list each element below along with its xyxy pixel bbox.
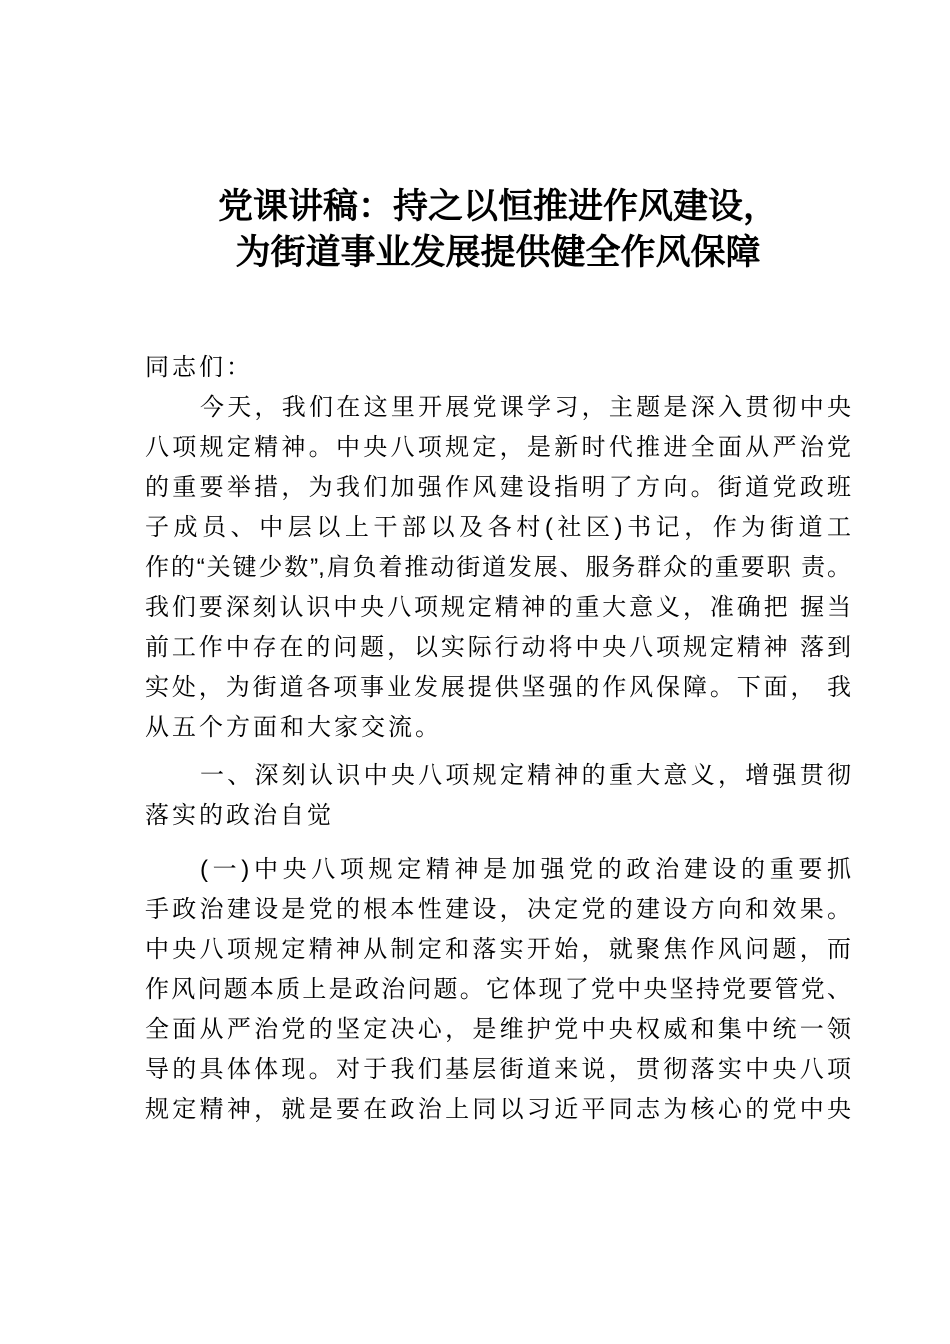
section-heading-line: 一、深刻认识中央八项规定精神的重大意义，增强贯彻 bbox=[200, 762, 851, 789]
paragraph-line: 中央八项规定精神从制定和落实开始，就聚焦作风问题，而 bbox=[145, 936, 851, 963]
paragraph-line: 导的具体体现。对于我们基层街道来说，贯彻落实中央八项 bbox=[145, 1056, 851, 1083]
paragraph-line: 手政治建设是党的根本性建设，决定党的建设方向和效果。 bbox=[145, 896, 851, 923]
paragraph-first-line: (一)中央八项规定精神是加强党的政治建设的重要抓 bbox=[200, 856, 851, 883]
salutation-line: 同志们： bbox=[145, 354, 253, 381]
paragraph-line: 全面从严治党的坚定决心，是维护党中央权威和集中统一领 bbox=[145, 1016, 851, 1043]
title-line-1: 党课讲稿：持之以恒推进作风建设， bbox=[217, 187, 778, 226]
paragraph-last-line: 从五个方面和大家交流。 bbox=[145, 714, 442, 741]
paragraph-line: 规定精神，就是要在政治上同以习近平同志为核心的党中央 bbox=[145, 1096, 851, 1123]
paragraph-line: 子成员、中层以上干部以及各村(社区)书记，作为街道工 bbox=[145, 514, 851, 541]
document-title bbox=[145, 184, 851, 276]
paragraph-line: 的重要举措，为我们加强作风建设指明了方向。街道党政班 bbox=[145, 474, 851, 501]
paragraph-first-line: 今天，我们在这里开展党课学习，主题是深入贯彻中央 bbox=[200, 394, 851, 421]
paragraph-line: 作的“关键少数”,肩负着推动街道发展、服务群众的重要职 责。 bbox=[145, 554, 851, 581]
paragraph-line: 作风问题本质上是政治问题。它体现了党中央坚持党要管党、 bbox=[145, 976, 851, 1003]
title-line-2: 为街道事业发展提供健全作风保障 bbox=[235, 233, 761, 272]
paragraph-line: 我们要深刻认识中央八项规定精神的重大意义，准确把 握当 bbox=[145, 594, 851, 621]
paragraph-line: 实处，为街道各项事业发展提供坚强的作风保障。下面， 我 bbox=[145, 674, 851, 701]
section-heading-line: 落实的政治自觉 bbox=[145, 802, 334, 829]
paragraph-line: 八项规定精神。中央八项规定，是新时代推进全面从严治党 bbox=[145, 434, 851, 461]
paragraph-line: 前工作中存在的问题，以实际行动将中央八项规定精神 落到 bbox=[145, 634, 851, 661]
